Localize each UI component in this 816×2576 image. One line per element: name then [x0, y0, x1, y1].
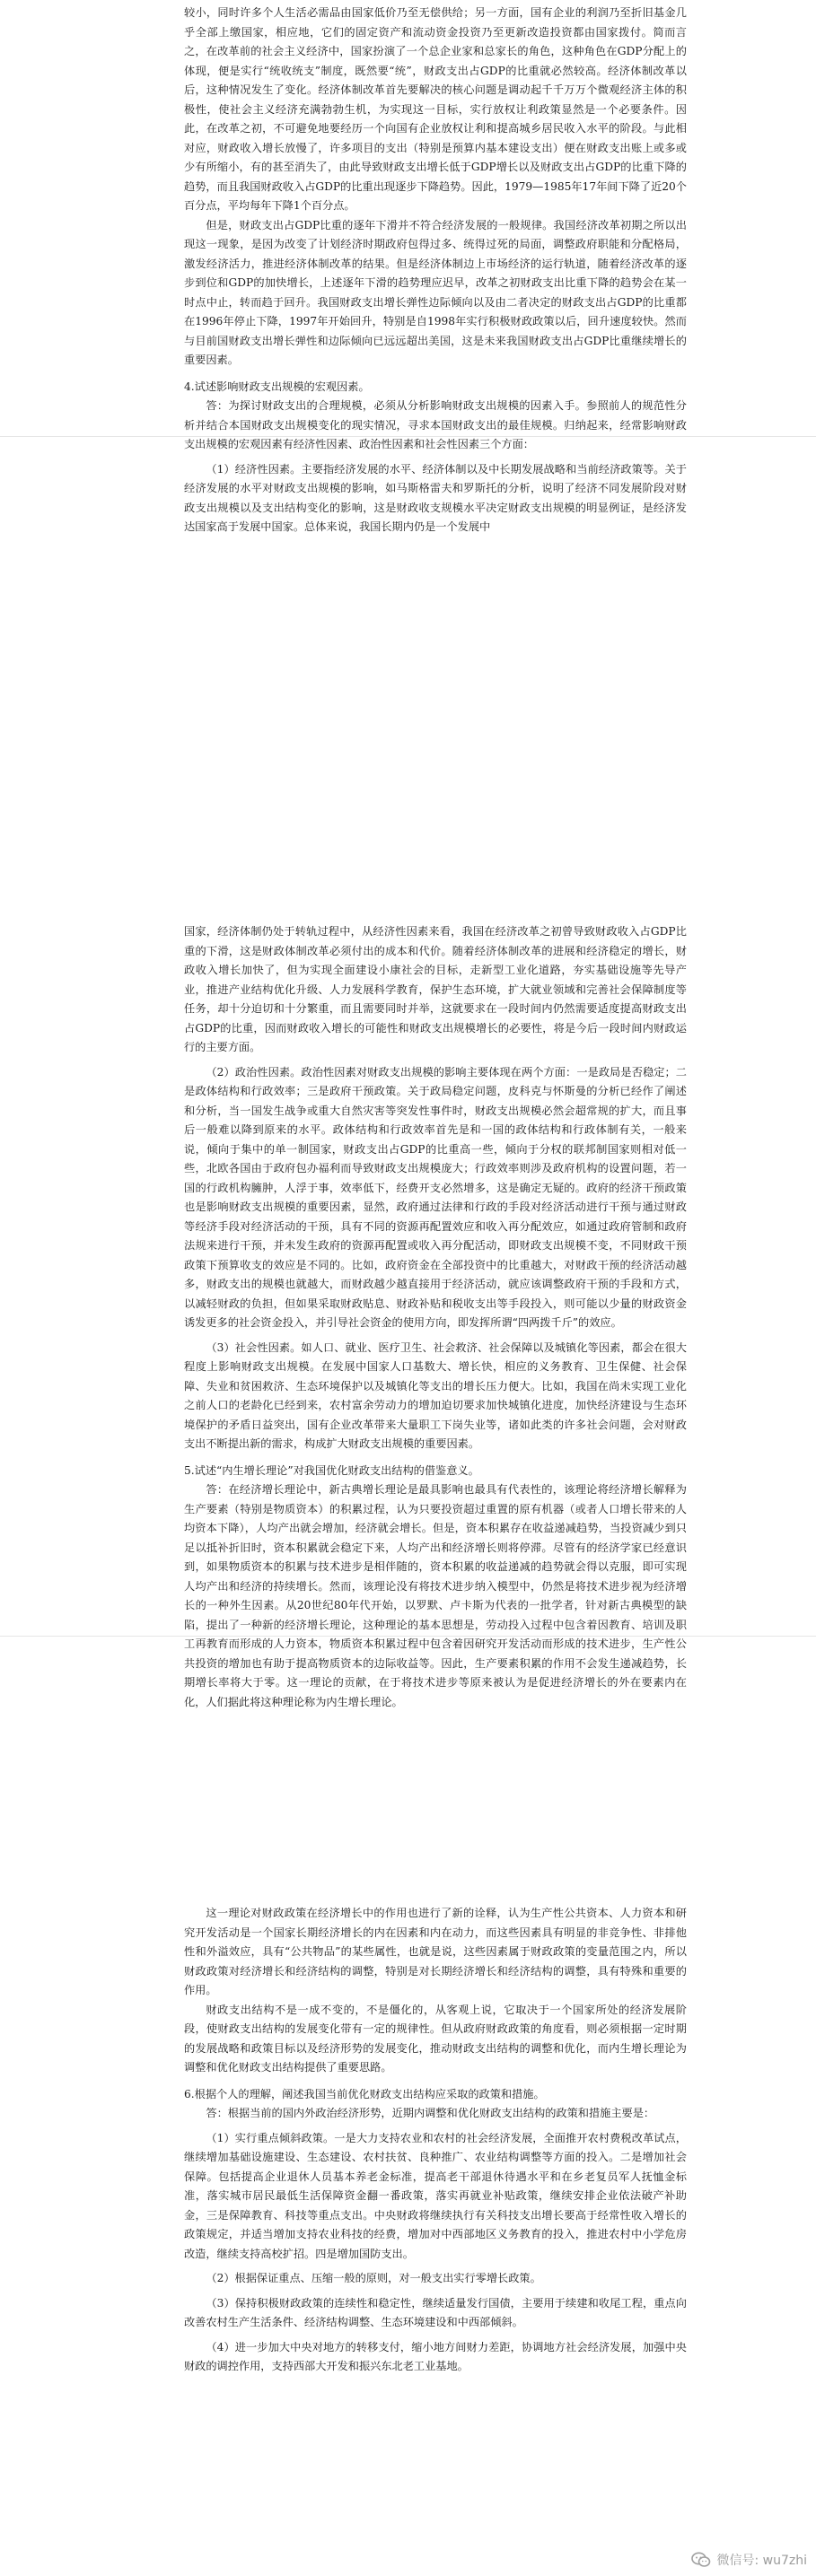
paragraph: 但是，财政支出占GDP比重的逐年下滑并不符合经济发展的一般规律。我国经济改革初期之所以出现这一现象，是因为改变了计划经济时期政府包得过多、统得过死的局面，调整政府职能和分配格局，激发经济活力，推进经济体制改革的结果。但是经济体制边上市场经济的运行轨道，随着经济改革的逐步到位和GDP的加快增长，上述逐年下滑的趋势理应迟早，改革之初财政支出比重下降的趋势会在某一时点中止，转而趋于回升。我国财政支出增长弹性边际倾向以及由二者决定的财政支出占GDP的比重都在1996年停止下降，1997年开始回升，特别是自1998年实行积极财政政策以后，回升速度较快。然而与目前国财政支出增长弹性和边际倾向已远远超出美国，这是未来我国财政支出占GDP比重继续增长的重要因素。	[184, 218, 687, 366]
paragraph: （1）经济性因素。主要指经济发展的水平、经济体制以及中长期发展战略和当前经济政策等。关于经济发展的水平对财政支出规模的影响，如马斯格雷夫和罗斯托的分析，说明了经济不同发展阶段对财政支出规模以及支出结构变化的影响，这是财政收支规模水平决定财政支出规模的明显例证，是经济发达国家高于发展中国家。总体来说，我国长期内仍是一个发展中	[184, 462, 687, 533]
paragraph: 较小，同时许多个人生活必需品由国家低价乃至无偿供给；另一方面，国有企业的利润乃至折旧基金几乎全部上缴国家，相应地，它们的固定资产和流动资金投资乃至更新改造投资都由国家拨付。简而言之，在改革前的社会主义经济中，国家扮演了一个总企业家和总家长的角色，这种角色在GDP分配上的体现，便是实行“统收统支”制度，既然要“统”，财政支出占GDP的比重就必然较高。经济体制改革以后，这种情况发生了变化。经济体制改革首先要解决的核心问题是调动起千千万万个微观经济主体的积极性，使社会主义经济充满勃勃生机，为实现这一目标，实行放权让利政策显然是一个必要条件。因此，在改革之初，不可避免地要经历一个向国有企业放权让利和提高城乡居民收入水平的阶段。与此相对应，财政收入增长放慢了，许多项目的支出（特别是预算内基本建设支出）便在财政支出账上或多或少有所缩小，有的甚至消失了，由此导致财政支出增长低于GDP增长以及财政支出占GDP的比重下降的趋势，而且我国财政收入占GDP的比重出现逐步下降趋势。因此，1979—1985年17年间下降了近20个百分点，平均每年下降1个百分点。	[184, 6, 687, 212]
page-2	[0, 922, 816, 1708]
question-heading: 4.试述影响财政支出规模的宏观因素。	[184, 380, 370, 393]
paragraph: 答：在经济增长理论中，新古典增长理论是最具影响也最具有代表性的，该理论将经济增长解释为生产要素（特别是物质资本）的积累过程，认为只要投资超过重置的原有机器（或者人口增长带来的人均资本下降），人均产出就会增加，经济就会增长。但是，资本积累存在收益递减趋势，当投资减少到只足以抵补折旧时，资本积累就会稳定下来，人均产出和经济增长则将停滞。尽管有的经济学家已经意识到，如果物质资本的积累与技术进步是相伴随的，资本积累的收益递减的趋势就会得以克服，即可实现人均产出和经济的持续增长。然而，该理论没有将技术进步纳入模型中，仍然是将技术进步视为经济增长的一种外生因素。从20世纪80年代开始，以罗默、卢卡斯为代表的一批学者，针对新古典模型的缺陷，提出了一种新的经济增长理论，这种理论的基本思想是，劳动投入过程中包含着因教育、培训及职工再教育而形成的人力资本，物质资本积累过程中包含着因研究开发活动而形成的技术进步，生产性公共投资的增加也有助于提高物质资本的边际收益等。因此，生产要素积累的作用不会发生递减趋势，长期增长率将大于零。这一理论的贡献，在于将技术进步等原来被认为是促进经济增长的外在要素内在化，人们据此将这种理论称为内生增长理论。	[184, 1483, 687, 1708]
paragraph: （3）保持积极财政政策的连续性和稳定性，继续适量发行国债，主要用于续建和收尾工程，重点向改善农村生产生活条件、经济结构调整、生态环境建设和中西部倾斜。	[184, 2296, 687, 2328]
paragraph: （2）根据保证重点、压缩一般的原则，对一般支出实行零增长政策。	[206, 2272, 541, 2284]
page-2-text	[184, 922, 687, 1712]
paragraph: （4）进一步加大中央对地方的转移支付，缩小地方间财力差距，协调地方社会经济发展，加强中央财政的调控作用，支持西部大开发和振兴东北老工业基地。	[184, 2340, 687, 2372]
page-3	[0, 1904, 816, 2576]
watermark	[691, 2551, 807, 2569]
paragraph: 财政支出结构不是一成不变的，不是僵化的，从客观上说，它取决于一个国家所处的经济发展阶段，使财政支出结构的发展变化带有一定的规律性。但从政府财政政策的角度看，则必须根据一定时期的发展战略和政策目标以及经济形势的发展变化，推动财政支出结构的调整和优化，而内生增长理论为调整和优化财政支出结构提供了重要思路。	[184, 2003, 687, 2074]
paragraph: 国家，经济体制仍处于转轨过程中，从经济性因素来看，我国在经济改革之初曾导致财政收入占GDP比重的下滑，这是财政体制改革必须付出的成本和代价。随着经济体制改革的进展和经济稳定的增长，财政收入增长加快了，但为实现全面建设小康社会的目标，走新型工业化道路，夯实基础设施等先导产业，推进产业结构优化升级、人力发展科学教育，保护生态环境，扩大就业领域和完善社会保障制度等任务，却十分迫切和十分繁重，而且需要同时并举，这就要求在一段时间内仍然需要适度提高财政支出占GDP的比重，因而财政收入增长的可能性和财政支出规模增长的必要性，将是今后一段时间内财政运行的主要方面。	[184, 925, 687, 1053]
question-heading: 5.试述“内生增长理论”对我国优化财政支出结构的借鉴意义。	[184, 1463, 479, 1477]
page-1-text	[184, 4, 687, 537]
watermark-text: 微信号: wu7zhi	[716, 2554, 807, 2568]
paragraph: 答：为探讨财政支出的合理规模，必须从分析影响财政支出规模的因素入手。参照前人的规范性分析并结合本国财政支出规模变化的现实情况，寻求本国财政支出的最佳规模。归纳起来，经常影响财政支出规模的宏观因素有经济性因素、政治性因素和社会性因素三个方面：	[184, 399, 687, 450]
page-3-text	[184, 1904, 687, 2377]
page-divider	[0, 436, 816, 437]
paragraph: （2）政治性因素。政治性因素对财政支出规模的影响主要体现在两个方面：一是政局是否稳定；二是政体结构和行政效率；三是政府干预政策。关于政局稳定问题，皮科克与怀斯曼的分析已经作了阐述和分析，当一国发生战争或重大自然灾害等突发性事件时，财政支出规模必然会超常规的扩大，而且事后一般难以降到原来的水平。政体结构和行政效率首先是和一国的政体结构和行政体制有关，一般来说，倾向于集中的单一制国家，财政支出占GDP的比重高一些，倾向于分权的联邦制国家则相对低一些，北欧各国由于政府包办福利而导致财政支出规模庞大；行政效率则涉及政府机构的设置问题，若一国的行政机构臃肿，人浮于事，效率低下，经费开支必然增多，这是确定无疑的。政府的经济干预政策也是影响财政支出规模的重要因素，显然，政府通过法律和行政的手段对经济活动进行干预与通过财政等经济手段对经济活动的干预，具有不同的资源再配置效应和收入再分配效应，如通过政府管制和政府法规来进行干预，并未发生政府的资源再配置或收入再分配活动，即财政支出规模不变，不同财政干预政策下预算收支的效应是不同的。比如，政府资金在全部投资中的比重越大，对财政干预的经济活动越多，财政支出的规模也就越大，而财政越少越直接用于经济活动，就应该调整政府干预的手段和方式，以减轻财政的负担，但如果采取财政贴息、财政补贴和税收支出等手段投入，则可能以少量的财政资金诱发更多的社会资金投入，并引导社会资金的使用方向，即发挥所谓“四两拨千斤”的效应。	[184, 1065, 687, 1329]
paragraph: （3）社会性因素。如人口、就业、医疗卫生、社会救济、社会保障以及城镇化等因素，都会在很大程度上影响财政支出规模。在发展中国家人口基数大、增长快，相应的义务教育、卫生保健、社会保障、失业和贫困救济、生态环境保护以及城镇化等支出的增长压力便大。比如，我国在尚未实现工业化之前人口的老龄化已经到来，农村富余劳动力的增加迫切要求加快城镇化进度，加快经济建设与生态环境保护的矛盾日益突出，国有企业改革带来大量职工下岗失业等，诸如此类的许多社会问题，会对财政支出不断提出新的需求，构成扩大财政支出规模的重要因素。	[184, 1340, 687, 1450]
question-heading: 6.根据个人的理解，阐述我国当前优化财政支出结构应采取的政策和措施。	[184, 2087, 545, 2100]
page-divider	[0, 1636, 816, 1637]
wechat-icon	[691, 2552, 711, 2568]
page-1	[0, 0, 816, 533]
paragraph: 这一理论对财政政策在经济增长中的作用也进行了新的诠释，认为生产性公共资本、人力资本和研究开发活动是一个国家长期经济增长的内在因素和内在动力，而这些因素具有明显的非竞争性、非排他性和外溢效应，具有“公共物品”的某些属性，也就是说，这些因素属于财政政策的变量范围之内，所以财政政策对经济增长和经济结构的调整，特别是对长期经济增长和经济结构的调整，具有特殊和重要的作用。	[184, 1907, 687, 1996]
paragraph: （1）实行重点倾斜政策。一是大力支持农业和农村的社会经济发展，全面推开农村费税改革试点，继续增加基础设施建设、生态建设、农村扶贫、良种推广、农业结构调整等方面的投入。二是增加社会保障。包括提高企业退休人员基本养老金标准，提高老干部退休待遇水平和在乡老复员军人抚恤金标准，落实城市居民最低生活保障资金翻一番政策，落实再就业补贴政策，继续安排企业依法破产补助金，三是保障教育、科技等重点支出。中央财政将继续执行有关科技支出增长要高于经常性收入增长的政策规定，并适当增加支持农业科技的经费，增加对中西部地区义务教育的投入，推进农村中小学危房改造，继续支持高校扩招。四是增加国防支出。	[184, 2131, 687, 2260]
paragraph: 答：根据当前的国内外政治经济形势，近期内调整和优化财政支出结构的政策和措施主要是：	[206, 2107, 655, 2119]
